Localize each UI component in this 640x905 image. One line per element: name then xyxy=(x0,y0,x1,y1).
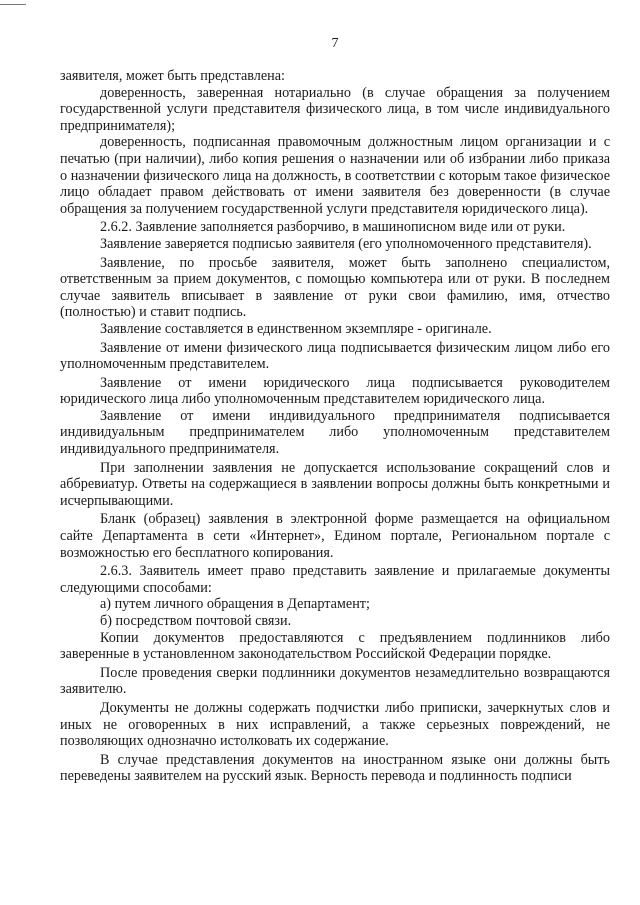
paragraph: После проведения сверки подлинники документов незамедлительно возвращаются заявителю. xyxy=(60,664,610,698)
paragraph: В случае представления документов на иностранном языке они должны быть переведены заявителем на русский язык. Верность перевода и подлинность подписи xyxy=(60,751,610,785)
paragraph: б) посредством почтовой связи. xyxy=(100,613,292,629)
paragraph: Документы не должны содержать подчистки либо приписки, зачеркнутых слов и иных не оговоренных в них исправлений, а также серьезных повреждений, не позволяющих однозначно истолковать их содержание. xyxy=(60,699,610,750)
paragraph: доверенность, заверенная нотариально (в случае обращения за получением государственной услуги представителя физического лица, в том числе индивидуального предпринимателя); xyxy=(60,84,610,134)
paragraph: Заявление от имени физического лица подписывается физическим лицом либо его уполномоченным представителем. xyxy=(60,339,610,373)
paragraph: Заявление составляется в единственном экземпляре - оригинале. xyxy=(100,320,492,337)
paragraph: Заявление заверяется подписью заявителя (его уполномоченного представителя). xyxy=(100,235,592,252)
paragraph: Заявление, по просьбе заявителя, может быть заполнено специалистом, ответственным за прием документов, с помощью компьютера или от руки. В последнем случае заявитель вписывает в заявление от руки свои фамилию, имя, отчество (полностью) и ставит подпись. xyxy=(60,254,610,321)
document-body xyxy=(60,68,610,785)
paragraph: Копии документов предоставляются с предъявлением подлинников либо заверенные в установленном законодательством Российской Федерации порядке. xyxy=(60,629,610,663)
paragraph: заявителя, может быть представлена: xyxy=(60,68,285,84)
paragraph: Заявление от имени индивидуального предпринимателя подписывается индивидуальным предпринимателем либо уполномоченным представителем индивидуального предпринимателя. xyxy=(60,407,610,458)
scan-corner-mark xyxy=(0,4,26,5)
paragraph: доверенность, подписанная правомочным должностным лицом организации и с печатью (при наличии), либо копия решения о назначении или об избрании либо приказа о назначении физического лица на должность, в соответствии с которым такое физическое лицо обладает правом действовать от имени заявителя без доверенности (в случае обращения за получением государственной услуги представителя юридического лица). xyxy=(60,134,610,217)
paragraph: 2.6.3. Заявитель имеет право представить заявление и прилагаемые документы следующими способами: xyxy=(60,563,610,596)
paragraph: а) путем личного обращения в Департамент; xyxy=(100,596,370,613)
paragraph: Бланк (образец) заявления в электронной форме размещается на официальном сайте Департамента в сети «Интернет», Едином портале, Региональном портале с возможностью его бесплатного копирования. xyxy=(60,511,610,561)
page-number: 7 xyxy=(331,36,339,51)
paragraph: Заявление от имени юридического лица подписывается руководителем юридического лица либо уполномоченным представителем юридического лица. xyxy=(60,374,610,408)
paragraph: 2.6.2. Заявление заполняется разборчиво, в машинописном виде или от руки. xyxy=(100,219,566,236)
paragraph: При заполнении заявления не допускается использование сокращений слов и аббревиатур. Ответы на содержащиеся в заявлении вопросы должны быть конкретными и исчерпывающими. xyxy=(60,459,610,509)
